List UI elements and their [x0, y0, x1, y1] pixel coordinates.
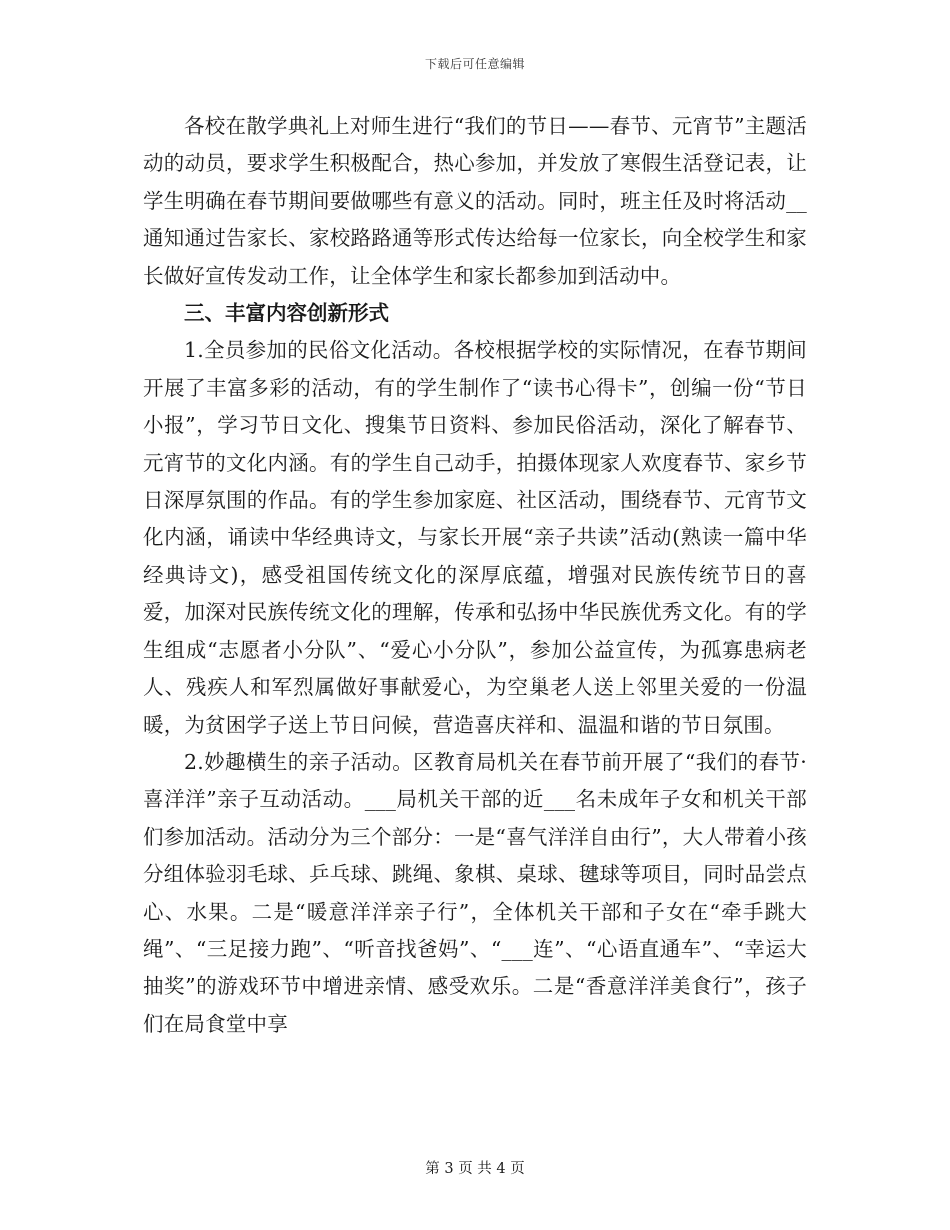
document-body [143, 108, 807, 1043]
page-header: 下载后可任意编辑 [424, 57, 525, 71]
paragraph-folk-culture: 1.全员参加的民俗文化活动。各校根据学校的实际情况，在春节期间开展了丰富多彩的活动，有的学生制作了“读书心得卡”，创编一份“节日小报”，学习节日文化、搜集节日资料、参加民俗活动，深化了解春节、元宵节的文化内涵。有的学生自己动手，拍摄体现家人欢度春节、家乡节日深厚氛围的作品。有的学生参加家庭、社区活动，围绕春节、元宵节文化内涵，诵读中华经典诗文，与家长开展“亲子共读”活动(熟读一篇中华经典诗文)，感受祖国传统文化的深厚底蕴，增强对民族传统节日的喜爱，加深对民族传统文化的理解，传承和弘扬中华民族优秀文化。有的学生组成“志愿者小分队”、“爱心小分队”，参加公益宣传，为孤寡患病老人、残疾人和军烈属做好事献爱心，为空巢老人送上邻里关爱的一份温暖，为贫困学子送上节日问候，营造喜庆祥和、温温和谐的节日氛围。 [143, 338, 807, 737]
page-number-footer: 第 3 页 共 4 页 [425, 1161, 525, 1177]
paragraph-mobilization: 各校在散学典礼上对师生进行“我们的节日——春节、元宵节”主题活动的动员，要求学生积极配合，热心参加，并发放了寒假生活登记表，让学生明确在春节期间要做哪些有意义的活动。同时，班主任及时将活动__通知通过告家长、家校路路通等形式传达给每一位家长，向全校学生和家长做好宣传发动工作，让全体学生和家长都参加到活动中。 [143, 114, 807, 288]
paragraph-parent-child: 2.妙趣横生的亲子活动。区教育局机关在春节前开展了“我们的春节·喜洋洋”亲子互动活动。___局机关干部的近___名未成年子女和机关干部们参加活动。活动分为三个部分：一是“喜气洋洋自由行”，大人带着小孩分组体验羽毛球、乒乓球、跳绳、象棋、桌球、毽球等项目，同时品尝点心、水果。二是“暖意洋洋亲子行”，全体机关干部和子女在“牵手跳大绳”、“三足接力跑”、“听音找爸妈”、“___连”、“心语直通车”、“幸运大抽奖”的游戏环节中增进亲情、感受欢乐。二是“香意洋洋美食行”，孩子们在局食堂中享 [143, 749, 807, 1036]
section-heading-3: 三、丰富内容创新形式 [184, 301, 389, 326]
